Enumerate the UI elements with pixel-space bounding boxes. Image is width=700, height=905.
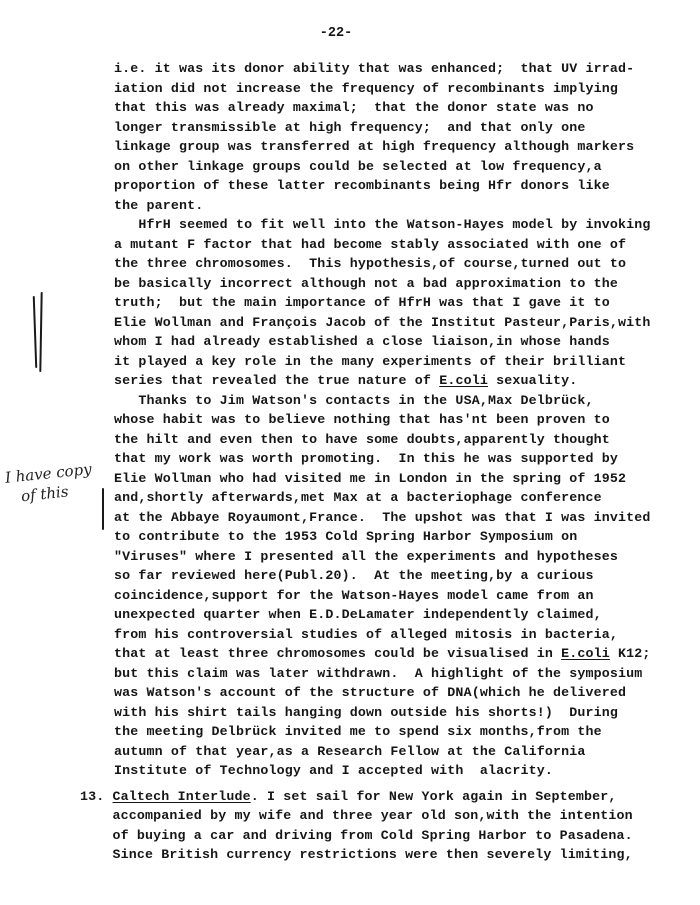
text-line [114, 666, 642, 682]
text-line [114, 627, 618, 643]
text-segment: the meeting Delbrück invited me to spend six months,from the [114, 724, 602, 739]
text-line [114, 217, 651, 233]
text-line [114, 61, 634, 77]
handnote-line-2: of this [20, 482, 70, 506]
text-line [114, 432, 610, 448]
text-segment: unexpected quarter when E.D.DeLamater independently claimed, [114, 607, 602, 622]
text-line [114, 393, 594, 409]
text-line [114, 607, 602, 623]
text-line [114, 451, 618, 467]
text-segment: coincidence,support for the Watson-Hayes model came from an [114, 587, 594, 603]
text-segment: that at least three chromosomes could be visualised in [114, 646, 562, 661]
text-line [114, 198, 203, 214]
text-line [114, 100, 594, 116]
text-line [114, 685, 626, 701]
text-line [114, 237, 626, 253]
text-line [114, 295, 610, 311]
text-segment: the parent. [114, 197, 204, 213]
text-line [114, 529, 577, 545]
text-line [114, 159, 602, 175]
text-line [114, 549, 618, 565]
text-segment: Thanks to Jim Watson's contacts in the USA,Max Delbrück, [114, 392, 594, 408]
text-line [80, 789, 617, 805]
text-segment: accompanied by my wife and three year old son,with the intention [80, 808, 633, 823]
text-segment: "Viruses" where I presented all the experiments and hypotheses [114, 548, 619, 564]
text-segment: so far reviewed here(Publ.20). At the meeting,by a curious [114, 568, 594, 583]
margin-bar-left [33, 296, 38, 368]
text-segment: iation did not increase the frequency of recombinants implying [114, 80, 619, 96]
text-line [114, 646, 651, 662]
text-segment: but this claim was later withdrawn. A highlight of the symposium [114, 665, 643, 681]
text-line [114, 744, 586, 760]
text-line [114, 120, 586, 136]
text-line [114, 354, 626, 370]
text-segment: Institute of Technology and I accepted with alacrity. [114, 763, 553, 778]
text-line [114, 490, 602, 506]
text-segment: longer transmissible at high frequency; and that only one [114, 119, 586, 135]
text-line [114, 81, 618, 97]
text-segment: that my work was worth promoting. In this he was supported by [114, 451, 619, 466]
text-segment: truth; but the main importance of HfrH was that I gave it to [114, 295, 610, 310]
margin-bar-right [39, 292, 42, 372]
margin-bar-note [102, 488, 104, 530]
text-line [114, 412, 610, 428]
text-segment: the hilt and even then to have some doubts,apparently thought [114, 431, 610, 447]
handnote-line-1: I have copy [4, 459, 93, 487]
text-segment: HfrH seemed to fit well into the Watson-Hayes model by invoking [114, 217, 651, 232]
text-line [114, 471, 626, 487]
text-segment: it played a key role in the many experiments of their brilliant [114, 353, 627, 369]
text-line [114, 315, 651, 331]
text-segment: Elie Wollman and François Jacob of the Institut Pasteur,Paris,with [114, 314, 651, 330]
text-line [114, 276, 618, 292]
underlined-text: Caltech Interlude [112, 788, 251, 804]
text-line [114, 256, 626, 272]
handwritten-margin-note [4, 459, 95, 508]
text-line [114, 705, 618, 721]
text-segment: Elie Wollman who had visited me in London in the spring of 1952 [114, 470, 627, 486]
text-segment: whose habit was to believe nothing that has'nt been proven to [114, 412, 610, 427]
text-segment: autumn of that year,as a Research Fellow at the California [114, 743, 586, 759]
text-segment: linkage group was transferred at high frequency although markers [114, 139, 635, 154]
text-segment: that this was already maximal; that the donor state was no [114, 100, 594, 115]
text-line [80, 808, 633, 824]
text-line [114, 139, 634, 155]
text-segment: Since British currency restrictions were then severely limiting, [80, 847, 633, 862]
text-segment: series that revealed the true nature of [114, 373, 440, 388]
text-line [114, 178, 610, 194]
text-segment: on other linkage groups could be selected at low frequency,a [114, 158, 602, 174]
text-segment: whom I had already established a close liaison,in whose hands [114, 334, 610, 349]
text-segment: and,shortly afterwards,met Max at a bacteriophage conference [114, 490, 602, 505]
text-segment: with his shirt tails hanging down outside his shorts!) During [114, 704, 619, 720]
text-line [114, 568, 594, 584]
text-segment: a mutant F factor that had become stably associated with one of [114, 236, 627, 252]
text-line [114, 724, 602, 740]
text-line [80, 847, 633, 863]
text-segment: at the Abbaye Royaumont,France. The upshot was that I was invited [114, 509, 651, 525]
text-line [114, 510, 651, 526]
underlined-text: E.coli [439, 373, 488, 388]
text-segment: sexuality. [487, 373, 578, 388]
text-segment: . I set sail for New York again in September, [250, 788, 617, 804]
text-segment: proportion of these latter recombinants being Hfr donors like [114, 178, 610, 193]
text-segment: from his controversial studies of alleged mitosis in bacteria, [114, 626, 619, 642]
text-line [114, 373, 577, 389]
text-line [80, 828, 633, 844]
text-segment: of buying a car and driving from Cold Spring Harbor to Pasadena. [80, 827, 633, 843]
underlined-text: E.coli [561, 646, 610, 661]
text-line [114, 763, 553, 779]
page-number: -22- [319, 26, 353, 41]
text-segment: the three chromosomes. This hypothesis,of course,turned out to [114, 256, 627, 271]
text-segment: to contribute to the 1953 Cold Spring Harbor Symposium on [114, 529, 578, 544]
text-line [114, 588, 594, 604]
text-segment: K12; [609, 646, 651, 661]
text-segment: was Watson's account of the structure of DNA(which he delivered [114, 685, 627, 700]
text-segment: 13. [80, 788, 113, 804]
text-segment: i.e. it was its donor ability that was enhanced; that UV irrad- [114, 61, 635, 76]
text-segment: be basically incorrect although not a bad approximation to the [114, 275, 619, 291]
text-line [114, 334, 610, 350]
